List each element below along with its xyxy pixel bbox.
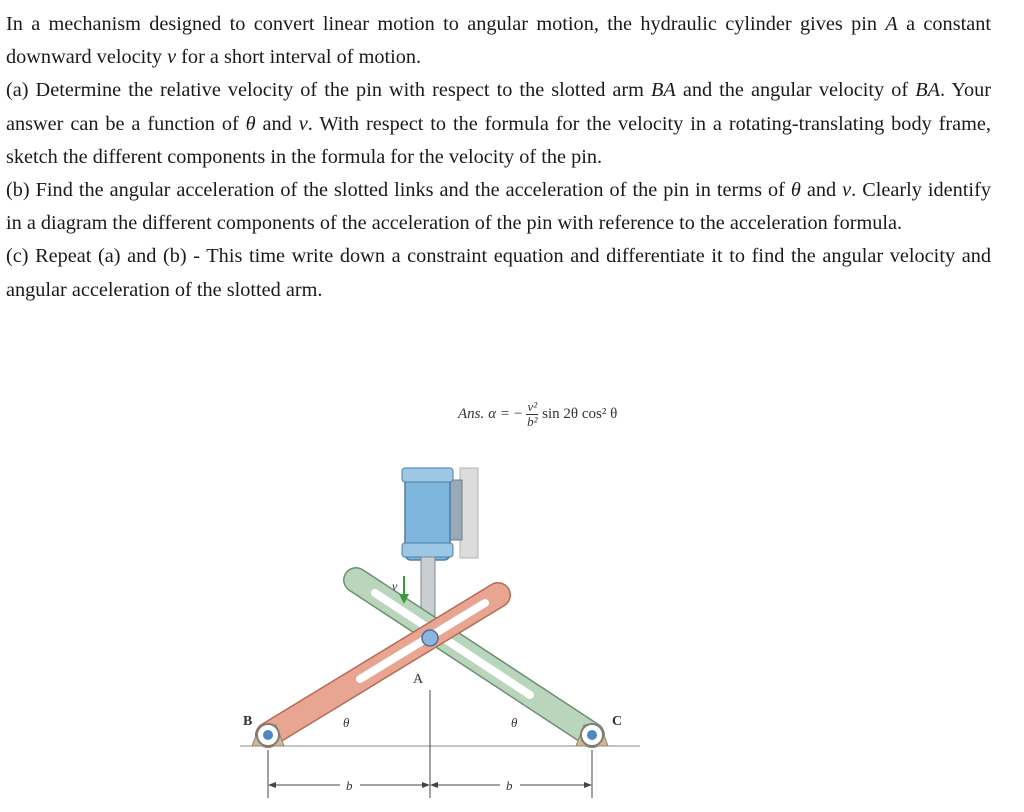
cylinder-cap-top [402,468,453,482]
part-c: (c) Repeat (a) and (b) - This time write down a constraint equation and differentiate it to find the angular velocity and angular acceleration of the slotted arm. [6,245,991,301]
part-a [6,74,991,174]
part-a-text-4: and [255,112,299,135]
cylinder-cap-bottom [402,543,453,557]
velocity-label: v [392,579,398,593]
dim-arrow-2 [422,782,430,788]
v-symbol-a: v [298,112,308,135]
answer-label: Ans. [458,406,485,422]
part-b [6,174,991,240]
mechanism-figure [0,390,1024,812]
theta-right: θ [511,715,518,730]
problem-statement [6,8,991,307]
part-a-text-1: (a) Determine the relative velocity of the pin with respect to the slotted arm [6,79,651,102]
label-a: A [413,672,424,687]
intro-text-3: for a short interval of motion. [176,46,422,69]
wall-plate [460,468,478,558]
theta-left: θ [343,715,350,730]
mechanism-diagram [0,390,1024,812]
answer-numerator: v² [527,399,538,414]
dim-arrow-4 [584,782,592,788]
part-a-text-3: . Your answer can be a function of [6,79,991,135]
theta-symbol-a: θ [245,112,256,135]
dim-b-left: b [346,778,353,793]
part-b-text-1: (b) Find the angular acceleration of the slotted links and the acceleration of the pin in terms of [6,179,791,202]
dim-arrow-3 [430,782,438,788]
part-b-text-3: . Clearly identify in a diagram the different components of the acceleration of the pin with reference to the acceleration formula. [6,179,991,235]
v-symbol-b: v [842,179,852,202]
intro-text-1: In a mechanism designed to convert linear motion to angular motion, the hydraulic cylinder gives pin [6,13,878,35]
intro-paragraph [6,8,991,74]
answer-rest: sin 2θ cos² θ [542,406,618,422]
label-c: C [612,714,623,729]
part-a-text-2: and the angular velocity of [675,79,916,102]
label-b: B [243,714,253,729]
answer-denominator: b² [527,414,538,429]
part-a-text-5: . With respect to the formula for the velocity in a rotating-translating body frame, sketch the different components in the formula for the velocity of the pin. [6,112,991,168]
part-b-text-2: and [800,179,843,202]
velocity-symbol: v [167,46,177,69]
intro-text-2: a constant downward velocity [6,13,991,69]
dim-arrow-1 [268,782,276,788]
theta-symbol-b: θ [790,179,801,202]
pin-symbol: A [885,13,898,35]
pin-a [422,630,438,646]
arm-symbol-1: BA [650,79,676,102]
answer-lhs: α = [488,406,510,422]
answer-sign: − [514,406,523,422]
arm-symbol-2: BA [915,79,940,102]
dim-b-right: b [506,778,513,793]
